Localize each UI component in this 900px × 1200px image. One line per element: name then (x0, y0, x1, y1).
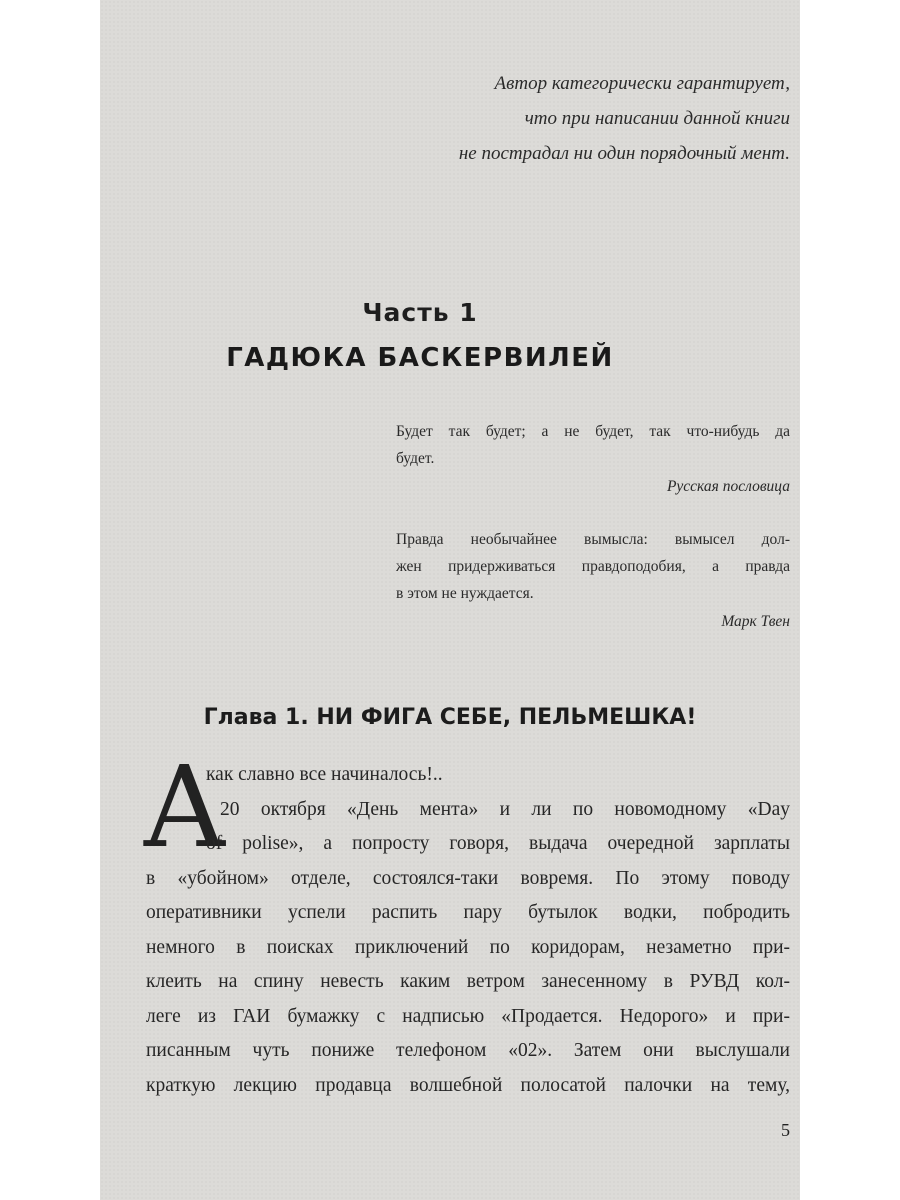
body-line: немного в поисках приключений по коридорам, незаметно при- (146, 936, 790, 958)
quote-attribution: Марк Твен (721, 613, 790, 630)
body-line: в «убойном» отделе, состоялся-таки вовремя. По этому поводу (146, 867, 790, 889)
body-line: как славно все начиналось!.. (206, 764, 443, 785)
body-line: 20 октября «День мента» и ли по новомодному «Day (220, 798, 790, 820)
chapter-title: Глава 1. НИ ФИГА СЕБЕ, ПЕЛЬМЕШКА! (203, 705, 697, 730)
part-label: Часть 1 (362, 298, 478, 327)
quote-line: Правда необычайнее вымысла: вымысел дол- (396, 531, 790, 548)
epigraph-quote (396, 418, 790, 500)
epigraph-line: Автор категорически гарантирует, (494, 73, 790, 94)
epigraph-line: не пострадал ни один порядочный мент. (458, 143, 790, 164)
quote-attribution: Русская пословица (666, 478, 790, 495)
body-line: леге из ГАИ бумажку с надписью «Продается. Недорого» и при- (146, 1005, 790, 1027)
quote-line: в этом не нуждается. (396, 585, 534, 602)
quote-line: жен придерживаться правдоподобия, а правда (396, 558, 790, 575)
epigraph-quote (396, 526, 790, 635)
epigraph-line: что при написании данной книги (524, 108, 790, 129)
chapter-body-text (146, 758, 790, 1103)
body-line: of polise», а попросту говоря, выдача очередной зарплаты (206, 833, 790, 854)
body-line: краткую лекцию продавца волшебной полосатой палочки на тему, (146, 1074, 790, 1096)
drop-cap-letter: А (142, 743, 227, 873)
body-line: писанным чуть пониже телефоном «02». Затем они выслушали (146, 1040, 790, 1061)
page-number: 5 (781, 1120, 790, 1140)
book-page (100, 0, 800, 1200)
body-line: оперативники успели распить пару бутылок водки, побродить (146, 902, 790, 923)
quote-line: будет. (396, 450, 435, 467)
quote-line: Будет так будет; а не будет, так что-нибудь да (396, 423, 790, 440)
part-title: ГАДЮКА БАСКЕРВИЛЕЙ (226, 343, 614, 373)
body-line: клеить на спину невесть каким ветром занесенному в РУВД кол- (146, 971, 790, 992)
author-disclaimer-epigraph (270, 66, 790, 171)
